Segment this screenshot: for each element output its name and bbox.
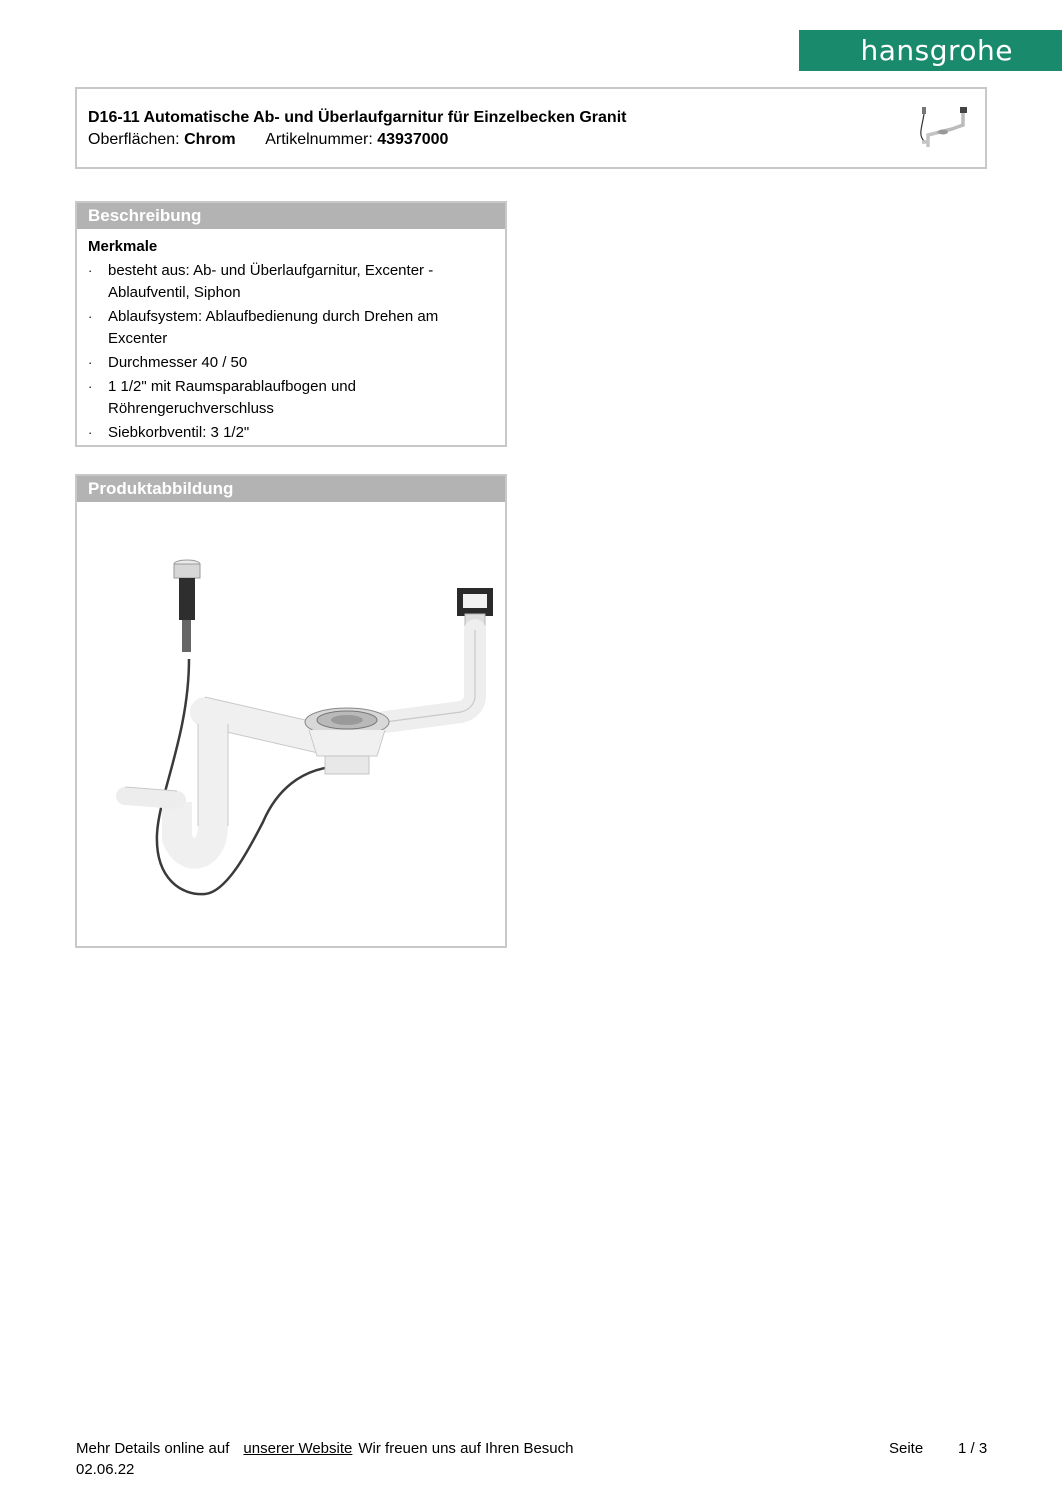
product-thumbnail-image xyxy=(910,103,974,159)
list-item xyxy=(88,306,488,350)
product-image-heading: Produktabbildung xyxy=(77,476,505,502)
footer-suffix: Wir freuen uns auf Ihren Besuch xyxy=(358,1440,574,1457)
feature-text: Ablaufsystem: Ablaufbedienung durch Drehen am Excenter xyxy=(108,308,439,347)
product-image-panel xyxy=(75,474,507,948)
list-item xyxy=(88,260,488,304)
feature-text: besteht aus: Ab- und Überlaufgarnitur, Excenter - Ablaufventil, Siphon xyxy=(108,262,434,301)
feature-text: 1 1/2" mit Raumsparablaufbogen und Röhrengeruchverschluss xyxy=(108,378,356,417)
page-label: Seite xyxy=(889,1440,924,1457)
list-item xyxy=(88,352,488,374)
page-number: 1 / 3 xyxy=(958,1440,988,1457)
features-title: Merkmale xyxy=(88,238,158,255)
document-date: 02.06.22 xyxy=(76,1461,135,1478)
bullet-icon: · xyxy=(88,379,93,394)
brand-logo: hansgrohe xyxy=(799,30,1062,71)
feature-text: Siebkorbventil: 3 1/2" xyxy=(108,424,250,441)
feature-list xyxy=(88,260,488,446)
surface-value: Chrom xyxy=(184,131,236,148)
description-heading: Beschreibung xyxy=(77,203,505,229)
product-image xyxy=(77,504,505,948)
website-link[interactable]: unserer Website xyxy=(243,1440,353,1457)
bullet-icon: · xyxy=(88,309,93,324)
feature-text: Durchmesser 40 / 50 xyxy=(108,354,248,371)
description-panel xyxy=(75,201,507,447)
bullet-icon: · xyxy=(88,355,93,370)
surface-label: Oberflächen: xyxy=(88,131,180,148)
product-meta xyxy=(88,131,448,149)
footer-text xyxy=(76,1440,574,1457)
product-header xyxy=(75,87,987,169)
footer-prefix: Mehr Details online auf xyxy=(76,1440,230,1457)
article-number: 43937000 xyxy=(377,131,449,148)
list-item xyxy=(88,422,488,444)
bullet-icon: · xyxy=(88,425,93,440)
article-label: Artikelnummer: xyxy=(265,131,373,148)
product-title: D16-11 Automatische Ab- und Überlaufgarnitur für Einzelbecken Granit xyxy=(88,109,627,126)
list-item xyxy=(88,376,488,420)
bullet-icon: · xyxy=(88,263,93,278)
